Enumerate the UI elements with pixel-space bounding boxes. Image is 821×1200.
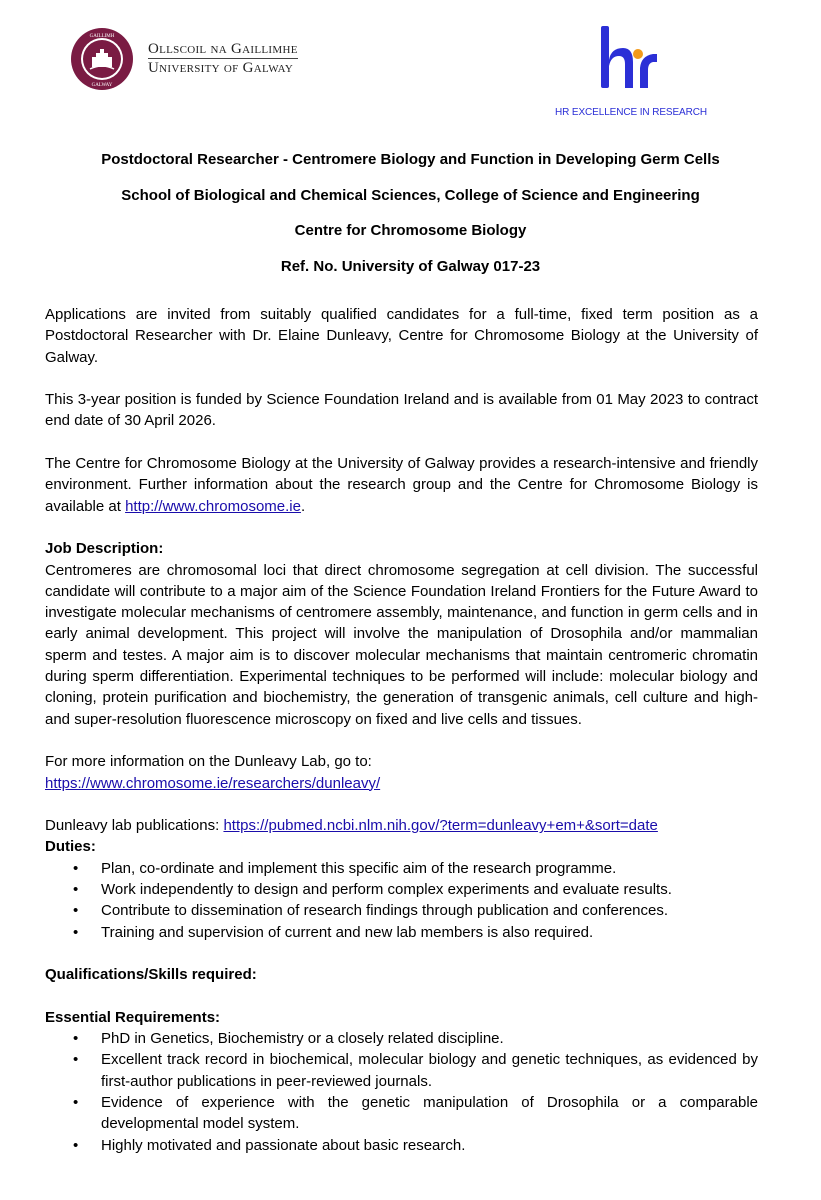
document-header: [0, 0, 821, 130]
university-of-galway-logo: [70, 27, 298, 91]
chromosome-website-link[interactable]: http://www.chromosome.ie: [125, 497, 301, 515]
essential-requirements-heading: Essential Requirements:: [45, 1008, 221, 1026]
duties-heading: Duties:: [45, 838, 96, 856]
dunleavy-lab-link[interactable]: https://www.chromosome.ie/researchers/dunleavy/: [45, 774, 381, 792]
reference-number: Ref. No. University of Galway 017-23: [280, 257, 541, 275]
document-body: [45, 304, 758, 1156]
university-name-english: University of Galway: [148, 58, 298, 77]
publications-line: [45, 815, 758, 836]
intro-paragraph: Applications are invited from suitably qualified candidates for a full-time, fixed term position as a Postdoctoral Researcher with Dr. Elaine Dunleavy, Centre for Chromosome Biology at the University of Galway.: [45, 306, 758, 366]
list-item: • PhD in Genetics, Biochemistry or a closely related discipline.: [45, 1028, 758, 1049]
duties-list: [45, 858, 758, 943]
list-item: • Work independently to design and perform complex experiments and evaluate results.: [45, 879, 758, 900]
position-title: Postdoctoral Researcher - Centromere Biology and Function in Developing Germ Cells: [101, 151, 720, 168]
university-seal-icon: [70, 27, 134, 91]
svg-text:GALWAY: GALWAY: [91, 83, 113, 88]
university-name-irish: Ollscoil na Gaillimhe: [148, 41, 298, 58]
list-item: • Excellent track record in biochemical, molecular biology and genetic techniques, as evidenced by first-author publications in peer-reviewed journals.: [45, 1049, 758, 1092]
list-item: • Evidence of experience with the genetic manipulation of Drosophila or a comparable developmental model system.: [45, 1092, 758, 1135]
centre-paragraph: [45, 453, 758, 517]
centre-paragraph-text: The Centre for Chromosome Biology at the University of Galway provides a research-intensive and friendly environment. Further information about the research group and the Centre for Chromosome Biology is available at: [45, 455, 758, 515]
lab-info-text: For more information on the Dunleavy Lab, go to:: [45, 753, 372, 771]
funding-paragraph: This 3-year position is funded by Science Foundation Ireland and is available from 01 May 2023 to contract end date of 30 April 2026.: [45, 391, 758, 430]
publications-label: Dunleavy lab publications:: [45, 817, 224, 835]
list-item: • Training and supervision of current and new lab members is also required.: [45, 922, 758, 943]
school-title: School of Biological and Chemical Sciences, College of Science and Engineering: [121, 186, 700, 204]
job-description-heading: Job Description:: [45, 540, 164, 558]
centre-title: Centre for Chromosome Biology: [294, 222, 527, 239]
essential-requirements-list: [45, 1028, 758, 1156]
list-item: • Highly motivated and passionate about basic research.: [45, 1135, 758, 1156]
job-titles: [0, 150, 821, 292]
qualifications-heading: Qualifications/Skills required:: [45, 966, 257, 984]
centre-paragraph-end: .: [300, 497, 306, 515]
job-description-paragraph: Centromeres are chromosomal loci that direct chromosome segregation at cell division. The successful candidate will contribute to a major aim of the Science Foundation Ireland Frontiers for the Future Award to investigate molecular mechanisms of centromere assembly, maintenance, and function in germ cells and in early animal development. This project will involve the manipulation of Drosophila and/or mammalian sperm and testes. A major aim is to discover molecular mechanisms that maintain centromeric chromatin during sperm differentiation. Experimental techniques to be performed will include: molecular biology and cloning, protein purification and biochemistry, the generation of transgenic animals, cell culture and high- and super-resolution fluorescence microscopy on fixed and live cells and tissues.: [45, 561, 758, 728]
hr-excellence-caption: HR EXCELLENCE IN RESEARCH: [555, 107, 707, 118]
list-item: • Plan, co-ordinate and implement this specific aim of the research programme.: [45, 858, 758, 879]
list-item: • Contribute to dissemination of research findings through publication and conferences.: [45, 900, 758, 921]
pubmed-link[interactable]: https://pubmed.ncbi.nlm.nih.gov/?term=dunleavy+em+&sort=date: [223, 817, 658, 835]
svg-text:GAILLIMH: GAILLIMH: [89, 34, 115, 39]
